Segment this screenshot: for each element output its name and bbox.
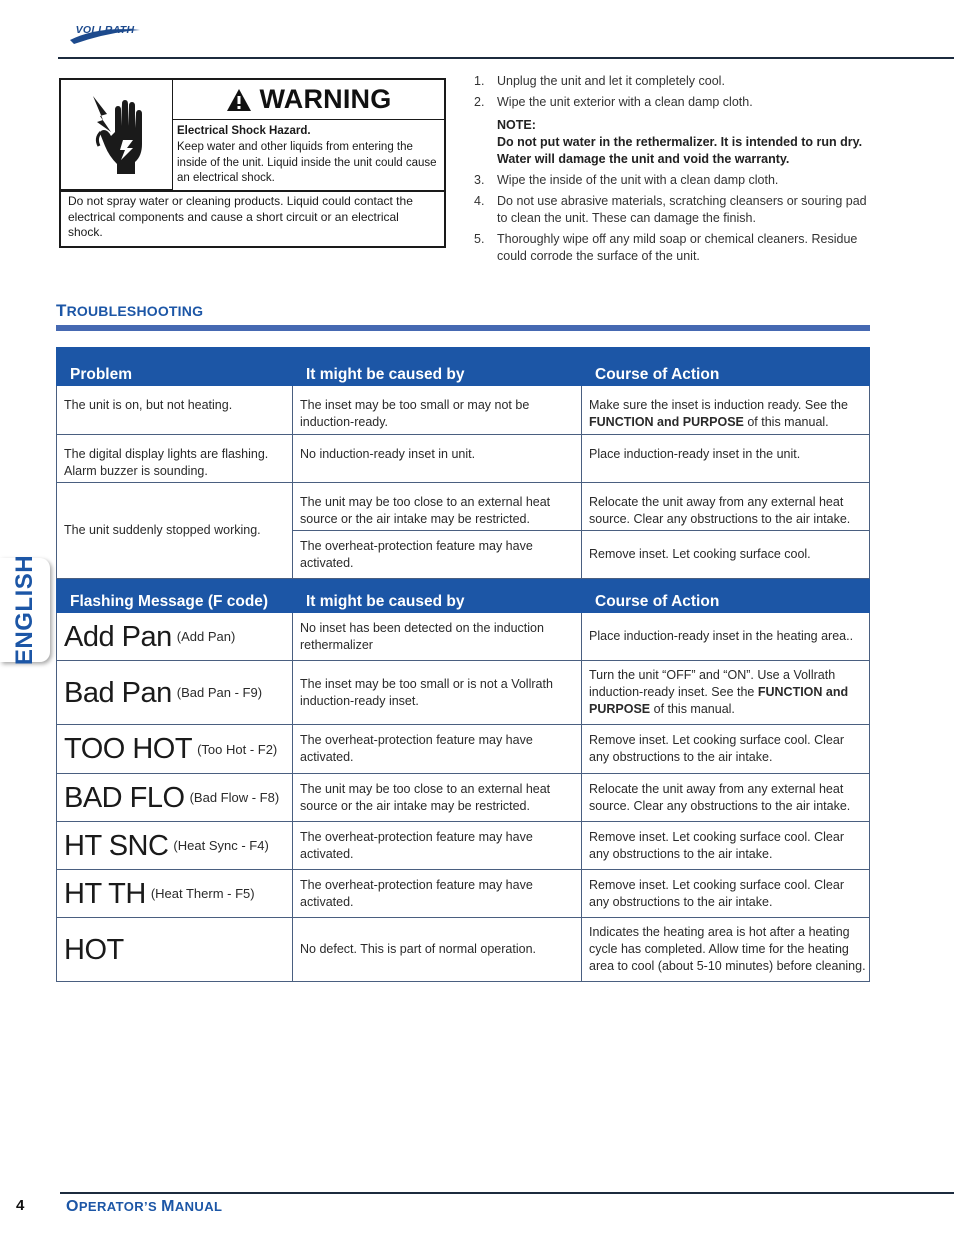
code-cell [64, 822, 290, 869]
cause-cell: The overheat-protection feature may have activated. [300, 829, 533, 861]
footer-rule [60, 1192, 954, 1194]
code-main: Bad Pan [64, 676, 172, 709]
warning-title: WARNING [259, 84, 392, 114]
table-border-right [869, 613, 870, 982]
action-cell: Relocate the unit away from any external heat source. Clear any obstructions to the air intake. [589, 495, 851, 526]
table-column-divider [292, 613, 293, 982]
table-border-left [56, 386, 57, 579]
table-header-codes [56, 579, 870, 613]
language-tab-label: ENGLISH [11, 554, 38, 666]
cause-cell: The unit may be too close to an external heat source or the air intake may be restricted. [300, 495, 551, 526]
action-cell: Place induction-ready inset in the unit. [589, 447, 801, 461]
action-text: of this manual. [743, 415, 829, 429]
footer-title [66, 1198, 222, 1216]
code-main: HT TH [64, 877, 146, 910]
code-sub: (Too Hot - F2) [197, 741, 278, 757]
cause-cell: The overheat-protection feature may have activated. [300, 733, 533, 764]
cleaning-steps [474, 73, 874, 265]
warning-triangle-icon [226, 88, 252, 112]
section-title [56, 301, 203, 321]
action-cell: Remove inset. Let cooking surface cool. Clear any obstructions to the air intake. [589, 829, 844, 861]
cause-cell: The unit may be too close to an external heat source or the air intake may be restricted. [300, 781, 551, 813]
code-sub: (Heat Therm - F5) [150, 886, 255, 901]
table-border-right [869, 386, 870, 579]
warning-detail [177, 124, 438, 187]
section-title-initial: T [56, 301, 67, 320]
action-text: of this manual. [650, 702, 735, 716]
section-rule [56, 325, 870, 331]
step-number: 2. [474, 95, 485, 109]
action-cell [589, 661, 867, 724]
action-text: Make sure the inset is induction ready. See the [589, 398, 848, 412]
hazard-title: Electrical Shock Hazard. [177, 125, 311, 137]
footer-title-part: ANUAL [174, 1199, 223, 1214]
code-sub: (Bad Flow - F8) [189, 790, 280, 805]
header-action: Course of Action [595, 366, 720, 383]
action-bold-text: FUNCTION and PURPOSE [589, 685, 849, 716]
cause-cell: No defect. This is part of normal operation. [300, 942, 536, 956]
action-cell: Indicates the heating area is hot after a heating cycle has completed. Allow time for the heating area to cool (about 5-10 minutes) before cleaning. [589, 925, 866, 973]
step-text: Thoroughly wipe off any mild soap or chemical cleaners. Residue could corrode the surface of the unit. [497, 232, 858, 263]
warning-divider [61, 190, 444, 192]
step-number: 1. [474, 74, 485, 88]
code-cell [64, 870, 290, 917]
code-main: Add Pan [64, 620, 172, 653]
code-row [56, 870, 870, 918]
code-cell [64, 661, 290, 724]
table-column-divider [581, 386, 582, 579]
hazard-text: Keep water and other liquids from entering the inside of the unit. Liquid inside the unit could cause an electrical shock. [177, 140, 437, 185]
code-cell [64, 613, 290, 660]
footer-title-part: M [161, 1198, 175, 1215]
note-text: Do not put water in the rethermalizer. It is intended to run dry. Water will damage the unit and void the warranty. [497, 135, 863, 166]
step-text: Wipe the unit exterior with a clean damp cloth. [497, 95, 753, 109]
cause-cell: The inset may be too small or may not be induction-ready. [300, 398, 530, 429]
table-column-divider [581, 613, 582, 982]
code-cell [64, 725, 290, 773]
code-sub: (Add Pan) [176, 629, 236, 644]
code-main: TOO HOT [64, 733, 193, 765]
step-item [474, 193, 874, 227]
code-main: BAD FLO [64, 781, 185, 814]
step-number: 4. [474, 194, 485, 208]
code-row [56, 661, 870, 725]
header-problem: Problem [70, 366, 133, 383]
step-item [474, 73, 874, 90]
action-cell: Remove inset. Let cooking surface cool. Clear any obstructions to the air intake. [589, 877, 844, 909]
header-action: Course of Action [595, 593, 720, 610]
language-tab [0, 554, 50, 666]
vollrath-logo [68, 20, 142, 46]
action-text: Turn the unit “OFF” and “ON”. Use a Vollrath induction-ready inset. See the [589, 668, 836, 699]
problem-cell: The unit suddenly stopped working. [64, 523, 261, 537]
code-cell [64, 918, 290, 981]
code-row [56, 774, 870, 822]
warning-header [173, 80, 444, 120]
code-row [56, 822, 870, 870]
step-text: Do not use abrasive materials, scratching cleansers or souring pad to clean the unit. These can damage the finish. [497, 194, 867, 225]
warning-bottom-text: Do not spray water or cleaning products. Liquid could contact the electrical components and cause a short circuit or an electrical shock. [68, 194, 413, 240]
electrical-shock-hand-icon [87, 92, 149, 178]
action-cell: Place induction-ready inset in the heating area.. [589, 629, 854, 643]
table-row [56, 386, 870, 435]
step-number: 3. [474, 173, 485, 187]
action-cell: Remove inset. Let cooking surface cool. [589, 547, 811, 561]
code-main: HT SNC [64, 829, 169, 862]
header-cause: It might be caused by [306, 366, 465, 383]
table-border-left [56, 613, 57, 982]
cause-cell: The overheat-protection feature may have activated. [300, 538, 533, 570]
table-row [56, 483, 870, 579]
logo-text: VOLLRATH [75, 24, 135, 36]
action-cell: Remove inset. Let cooking surface cool. Clear any obstructions to the air intake. [589, 733, 844, 764]
table-row [56, 435, 870, 483]
code-main: HOT [64, 933, 124, 966]
footer-title-part: O [66, 1198, 79, 1215]
action-cell: Relocate the unit away from any external heat source. Clear any obstructions to the air intake. [589, 781, 851, 813]
header-cause: It might be caused by [306, 593, 465, 610]
note [497, 117, 874, 168]
step-text: Unplug the unit and let it completely cool. [497, 74, 725, 88]
table-header [56, 347, 870, 386]
cause-cell: No inset has been detected on the induction rethermalizer [300, 620, 544, 652]
action-cell [589, 386, 867, 434]
code-row [56, 725, 870, 774]
header-rule [58, 57, 954, 59]
problem-cell: The digital display lights are flashing. Alarm buzzer is sounding. [64, 447, 269, 478]
header-flashing-message: Flashing Message (F code) [70, 593, 269, 610]
step-item [474, 231, 874, 265]
code-row [56, 613, 870, 661]
code-sub: (Heat Sync - F4) [173, 838, 269, 853]
footer-title-part: PERATOR’S [78, 1199, 162, 1214]
code-row [56, 918, 870, 982]
warning-icon-cell [61, 80, 173, 190]
problem-cell: The unit is on, but not heating. [64, 398, 233, 412]
action-bold-text: FUNCTION and PURPOSE [589, 415, 744, 429]
cause-cell: The inset may be too small or is not a Vollrath induction-ready inset. [300, 676, 553, 708]
warning-box [59, 78, 446, 248]
step-item [474, 172, 874, 189]
step-item [474, 94, 874, 111]
cause-cell: The overheat-protection feature may have activated. [300, 877, 533, 909]
step-text: Wipe the inside of the unit with a clean damp cloth. [497, 173, 779, 187]
note-label: NOTE: [497, 118, 536, 132]
section-title-rest: ROUBLESHOOTING [66, 303, 204, 319]
code-cell [64, 774, 290, 821]
table-column-divider [292, 386, 293, 579]
cause-cell: No induction-ready inset in unit. [300, 447, 476, 461]
code-sub: (Bad Pan - F9) [176, 685, 263, 700]
step-number: 5. [474, 232, 485, 246]
page-number: 4 [16, 1197, 25, 1214]
